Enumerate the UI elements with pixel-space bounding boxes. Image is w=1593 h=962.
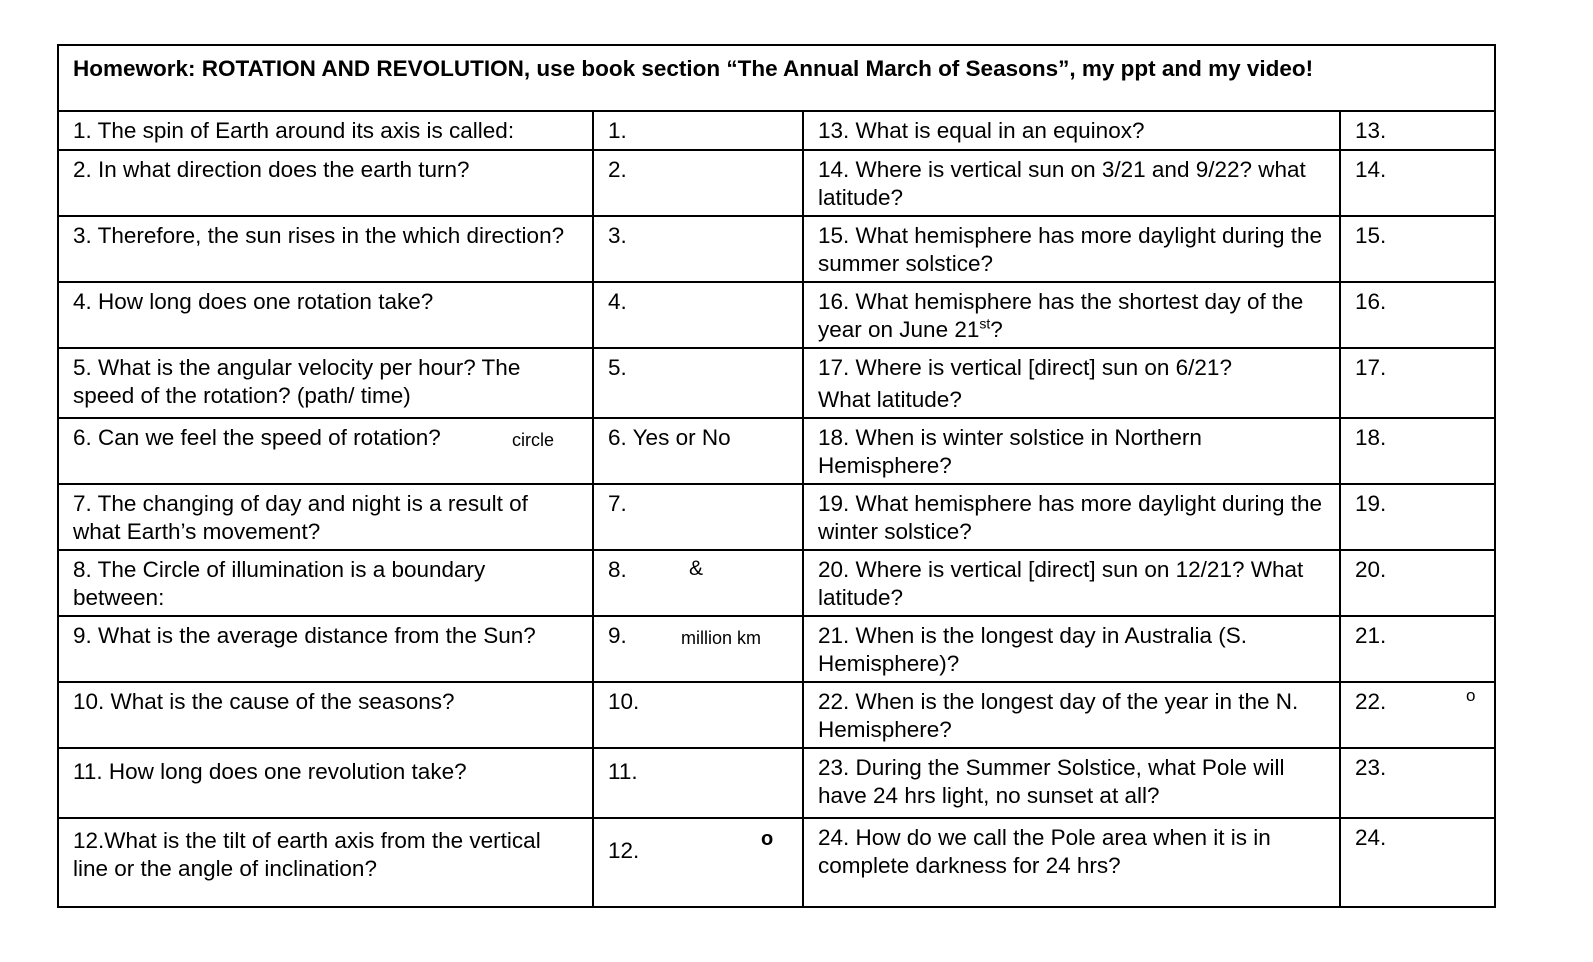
answer-2: 2.: [593, 150, 803, 216]
question-11: 11. How long does one revolution take?: [59, 748, 593, 818]
answer-3: 3.: [593, 216, 803, 282]
answer-10: 10.: [593, 682, 803, 748]
answer-4: 4.: [593, 282, 803, 348]
question-23: 23. During the Summer Solstice, what Pole will have 24 hrs light, no sunset at all?: [803, 748, 1340, 818]
answer-7: 7.: [593, 484, 803, 550]
answer-19: 19.: [1340, 484, 1496, 550]
question-6: [59, 418, 593, 484]
worksheet: [57, 44, 1496, 908]
worksheet-title: Homework: ROTATION AND REVOLUTION, use book section “The Annual March of Seasons”, my ppt and my video!: [59, 46, 1494, 112]
question-16-text: 16. What hemisphere has the shortest day of the year on June 21: [818, 289, 1304, 342]
answer-12-number: 12.: [608, 838, 640, 863]
table-row: [59, 112, 1496, 150]
question-22: 22. When is the longest day of the year in the N. Hemisphere?: [803, 682, 1340, 748]
question-6-text: 6. Can we feel the speed of rotation?: [73, 425, 441, 450]
table-row: [59, 550, 1496, 616]
answer-15: 15.: [1340, 216, 1496, 282]
table-row: [59, 282, 1496, 348]
question-8: 8. The Circle of illumination is a boundary between:: [59, 550, 593, 616]
table-row: [59, 682, 1496, 748]
table-row: [59, 216, 1496, 282]
question-5: 5. What is the angular velocity per hour? The speed of the rotation? (path/ time): [59, 348, 593, 418]
question-24: 24. How do we call the Pole area when it is in complete darkness for 24 hrs?: [803, 818, 1340, 906]
question-7: 7. The changing of day and night is a result of what Earth’s movement?: [59, 484, 593, 550]
table-row: [59, 150, 1496, 216]
table-row: [59, 418, 1496, 484]
question-14: 14. Where is vertical sun on 3/21 and 9/22? what latitude?: [803, 150, 1340, 216]
answer-18: 18.: [1340, 418, 1496, 484]
answer-23: 23.: [1340, 748, 1496, 818]
question-19: 19. What hemisphere has more daylight during the winter solstice?: [803, 484, 1340, 550]
answer-13: 13.: [1340, 112, 1496, 150]
question-16: [803, 282, 1340, 348]
question-17-line1: 17. Where is vertical [direct] sun on 6/21?: [818, 355, 1232, 380]
question-1: 1. The spin of Earth around its axis is called:: [59, 112, 593, 150]
circle-note: circle: [512, 430, 555, 450]
question-13: 13. What is equal in an equinox?: [803, 112, 1340, 150]
question-17: [803, 348, 1340, 418]
question-12: 12.What is the tilt of earth axis from the vertical line or the angle of inclination?: [59, 818, 593, 906]
question-9: 9. What is the average distance from the Sun?: [59, 616, 593, 682]
degree-mark: o: [1466, 686, 1476, 705]
table-row: [59, 616, 1496, 682]
answer-24: 24.: [1355, 825, 1387, 850]
answer-12: [593, 818, 803, 906]
question-17-line2: What latitude?: [818, 387, 962, 412]
answer-16: 16.: [1340, 282, 1496, 348]
question-mark: ?: [990, 317, 1003, 342]
answer-9: [593, 616, 803, 682]
answer-8: [593, 550, 803, 616]
answer-8-number: 8.: [608, 557, 627, 582]
ordinal-suffix: st: [979, 315, 991, 332]
question-10: 10. What is the cause of the seasons?: [59, 682, 593, 748]
answer-6: 6. Yes or No: [593, 418, 803, 484]
answer-11: 11.: [593, 748, 803, 818]
question-20: 20. Where is vertical [direct] sun on 12/21? What latitude?: [803, 550, 1340, 616]
table-row: [59, 818, 1496, 906]
answer-22: [1340, 682, 1496, 748]
table-row: [59, 348, 1496, 418]
question-18: 18. When is winter solstice in Northern Hemisphere?: [803, 418, 1340, 484]
question-table: [59, 112, 1496, 906]
answer-9-number: 9.: [608, 623, 627, 648]
answer-5: 5.: [593, 348, 803, 418]
answer-20: 20.: [1340, 550, 1496, 616]
question-21: 21. When is the longest day in Australia (S. Hemisphere)?: [803, 616, 1340, 682]
answer-22-number: 22.: [1355, 689, 1387, 714]
table-row: [59, 748, 1496, 818]
question-4: 4. How long does one rotation take?: [59, 282, 593, 348]
answer-17: 17.: [1340, 348, 1496, 418]
table-row: [59, 484, 1496, 550]
question-2: 2. In what direction does the earth turn?: [59, 150, 593, 216]
ampersand-note: &: [689, 557, 704, 580]
unit-note: million km: [681, 628, 762, 648]
question-15: 15. What hemisphere has more daylight during the summer solstice?: [803, 216, 1340, 282]
question-3: 3. Therefore, the sun rises in the which direction?: [59, 216, 593, 282]
answer-14: 14.: [1340, 150, 1496, 216]
degree-mark: o: [761, 828, 774, 850]
answer-1: 1.: [593, 112, 803, 150]
answer-21: 21.: [1340, 616, 1496, 682]
